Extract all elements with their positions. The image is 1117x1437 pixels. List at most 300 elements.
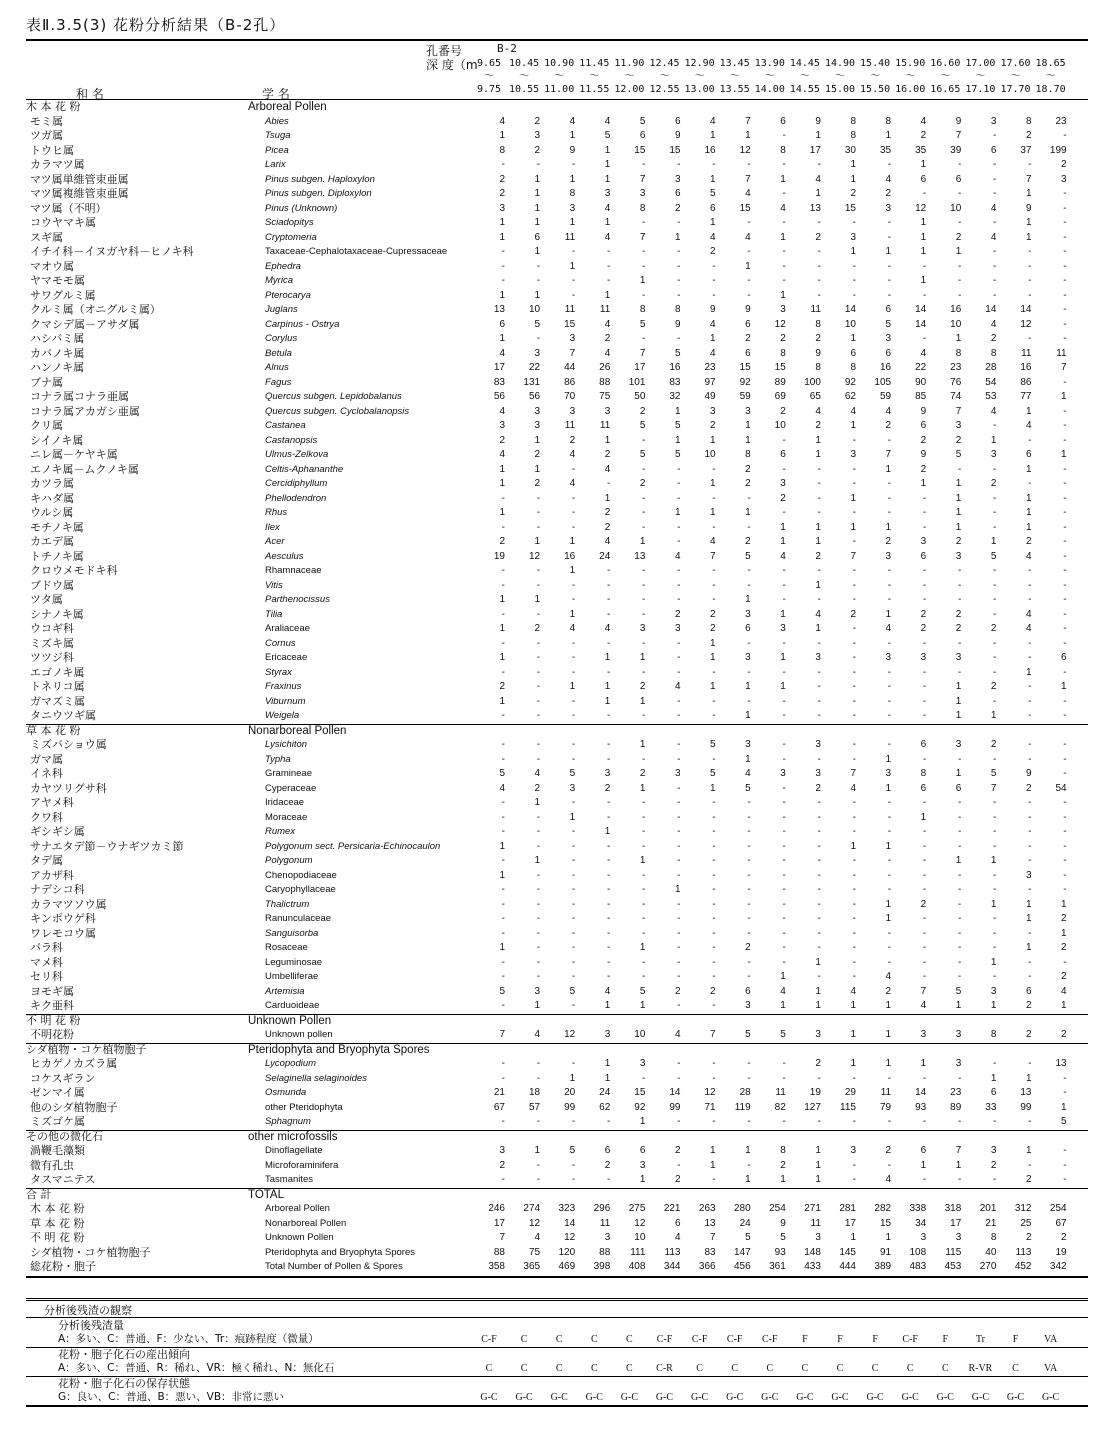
depth-bottom-5: 12.55 xyxy=(649,84,680,95)
count-cell: 1 xyxy=(710,478,716,489)
observation-value: C-F xyxy=(656,1334,673,1345)
count-cell: 2 xyxy=(885,188,892,199)
count-cell: - xyxy=(747,797,751,808)
depth-bottom-1: 10.55 xyxy=(509,84,540,95)
count-cell: - xyxy=(852,797,856,808)
count-cell: - xyxy=(1028,478,1032,489)
count-cell: 4 xyxy=(569,478,576,489)
count-cell: 1 xyxy=(534,1145,541,1156)
count-cell: 4 xyxy=(920,115,927,127)
count-cell: 2 xyxy=(1025,1000,1032,1011)
count-cell: 28 xyxy=(739,1087,751,1098)
count-cell: 8 xyxy=(990,1029,997,1040)
count-cell: - xyxy=(571,884,576,895)
count-cell: - xyxy=(922,1072,927,1084)
count-cell: - xyxy=(712,1058,716,1069)
column-header-japanese-name: 和 名 xyxy=(76,87,104,101)
table-row xyxy=(26,956,1088,971)
count-cell: - xyxy=(677,594,681,605)
count-cell: - xyxy=(993,942,997,953)
count-cell: - xyxy=(571,594,576,605)
count-cell: - xyxy=(571,971,576,982)
count-cell: - xyxy=(1063,376,1067,388)
count-cell: - xyxy=(993,811,997,823)
count-cell: 1 xyxy=(639,1174,646,1185)
japanese-name: シダ植物・コケ植物胞子 xyxy=(30,1245,151,1259)
scientific-name: Gramineae xyxy=(265,768,312,779)
count-cell: 93 xyxy=(915,1101,927,1113)
count-cell: 1 xyxy=(569,565,576,576)
count-cell: - xyxy=(606,927,611,939)
count-cell: 296 xyxy=(593,1203,611,1214)
observation-value: C-F xyxy=(726,1334,743,1345)
count-cell: - xyxy=(782,739,786,750)
count-cell: 2 xyxy=(534,782,541,794)
count-cell: 86 xyxy=(564,376,576,388)
count-cell: 4 xyxy=(604,115,611,127)
count-cell: - xyxy=(1028,956,1032,968)
count-cell: - xyxy=(712,1116,716,1127)
scientific-name: Selaginella selaginoides xyxy=(265,1072,367,1084)
count-cell: 2 xyxy=(815,333,821,344)
count-cell: - xyxy=(677,521,681,533)
count-cell: - xyxy=(747,826,751,837)
count-cell: 1 xyxy=(780,608,786,620)
count-cell: 7 xyxy=(499,1232,505,1243)
observation-legend: A：多い、C：普通、F：少ない、Tr：痕跡程度（微量） xyxy=(58,1333,319,1345)
observation-title: 分析後残渣の観察 xyxy=(44,1304,132,1317)
depth-bottom-8: 14.00 xyxy=(754,84,785,95)
observation-value: F xyxy=(872,1334,878,1345)
count-cell: - xyxy=(993,130,997,141)
count-cell: - xyxy=(852,260,856,272)
count-cell: 1 xyxy=(850,1232,856,1243)
observation-value: G-C xyxy=(690,1392,709,1403)
count-cell: 1 xyxy=(920,1159,927,1171)
count-cell: - xyxy=(677,478,681,489)
count-cell: 1 xyxy=(639,1116,646,1127)
count-cell: 14 xyxy=(915,318,927,330)
count-cell: 4 xyxy=(534,768,541,779)
count-cell: 1 xyxy=(1025,1145,1032,1156)
count-cell: - xyxy=(817,826,821,837)
table-row xyxy=(26,564,1088,579)
count-cell: 1 xyxy=(920,217,927,228)
table-row xyxy=(26,898,1088,913)
count-cell: - xyxy=(887,1072,892,1084)
observation-value: G-C xyxy=(726,1392,744,1403)
count-cell: 7 xyxy=(639,347,646,359)
count-cell: - xyxy=(747,695,751,707)
japanese-name: カバノキ属 xyxy=(30,346,85,360)
count-cell: 1 xyxy=(815,536,821,547)
count-cell: - xyxy=(536,1116,541,1127)
count-cell: - xyxy=(957,797,962,808)
count-cell: 14 xyxy=(669,1087,681,1098)
count-cell: 1 xyxy=(569,217,576,228)
count-cell: - xyxy=(712,971,716,982)
count-cell: - xyxy=(887,927,892,939)
count-cell: - xyxy=(606,710,611,721)
observation-value: C-F xyxy=(762,1334,778,1345)
observation-value: G-C xyxy=(515,1392,533,1403)
japanese-name: タニウツギ属 xyxy=(30,709,96,722)
table-row xyxy=(26,811,1088,826)
count-cell: 4 xyxy=(780,550,786,562)
count-cell: 3 xyxy=(745,1000,751,1011)
count-cell: 199 xyxy=(1049,144,1067,156)
count-cell: - xyxy=(712,565,716,576)
count-cell: 7 xyxy=(1025,173,1032,185)
count-cell: 2 xyxy=(815,550,821,562)
count-cell: - xyxy=(747,1116,751,1127)
count-cell: - xyxy=(817,942,821,953)
table-row xyxy=(26,883,1088,898)
count-cell: 1 xyxy=(990,855,997,866)
count-cell: - xyxy=(501,260,505,272)
count-cell: - xyxy=(536,898,541,910)
count-cell: - xyxy=(817,898,821,910)
count-cell: 16 xyxy=(950,304,962,315)
count-cell: 6 xyxy=(674,1217,681,1229)
count-cell: 6 xyxy=(1025,449,1032,460)
observation-value: G-C xyxy=(971,1392,989,1403)
count-cell: - xyxy=(1063,840,1067,852)
count-cell: 6 xyxy=(745,318,751,330)
depth-bottom-16: 18.70 xyxy=(1035,84,1066,95)
scientific-name: Dinoflagellate xyxy=(265,1145,323,1156)
table-row xyxy=(26,289,1088,304)
count-cell: - xyxy=(817,507,821,518)
count-cell: 67 xyxy=(493,1101,505,1113)
count-cell: - xyxy=(536,695,541,707)
count-cell: - xyxy=(677,869,681,881)
count-cell: 1 xyxy=(920,1058,927,1069)
depth-tilde-8: ～ xyxy=(764,71,775,82)
japanese-name: キンポウゲ科 xyxy=(30,912,96,925)
count-cell: 8 xyxy=(780,144,786,156)
count-cell: - xyxy=(887,1159,892,1171)
count-cell: - xyxy=(817,681,821,692)
observation-label: 花粉・胞子化石の産出傾向 xyxy=(58,1348,190,1361)
count-cell: - xyxy=(712,521,716,533)
count-cell: - xyxy=(642,434,646,446)
count-cell: 14 xyxy=(1020,304,1032,315)
count-cell: 2 xyxy=(674,608,681,620)
count-cell: 9 xyxy=(955,115,962,127)
count-cell: - xyxy=(887,855,892,866)
scientific-name: Lycopodium xyxy=(265,1058,317,1069)
count-cell: 1 xyxy=(850,1000,856,1011)
depth-bottom-10: 15.00 xyxy=(824,84,856,95)
observation-value: G-C xyxy=(796,1392,814,1403)
count-cell: 6 xyxy=(1061,652,1067,663)
count-cell: - xyxy=(817,869,821,881)
count-cell: - xyxy=(677,695,681,707)
count-cell: - xyxy=(957,260,962,272)
scientific-name: Typha xyxy=(265,753,291,765)
count-cell: - xyxy=(887,1116,892,1127)
count-cell: - xyxy=(712,695,716,707)
count-cell: 11 xyxy=(564,420,576,431)
japanese-name: ガマ属 xyxy=(30,752,63,766)
count-cell: 6 xyxy=(499,318,505,330)
count-cell: - xyxy=(957,753,962,765)
count-cell: 5 xyxy=(745,1029,751,1040)
count-cell: - xyxy=(642,579,646,591)
scientific-name: other Pteridophyta xyxy=(265,1101,343,1113)
count-cell: - xyxy=(747,884,751,895)
count-cell: - xyxy=(852,971,856,982)
count-cell: 1 xyxy=(850,492,856,504)
count-cell: 1 xyxy=(639,695,646,707)
count-cell: - xyxy=(782,811,786,823)
count-cell: 9 xyxy=(920,405,927,417)
count-cell: 54 xyxy=(985,376,997,388)
count-cell: 2 xyxy=(639,681,646,692)
count-cell: 1 xyxy=(1025,913,1032,924)
count-cell: 5 xyxy=(955,449,962,460)
count-cell: 15 xyxy=(774,362,786,373)
count-cell: 10 xyxy=(844,318,856,330)
count-cell: 19 xyxy=(809,1087,821,1098)
count-cell: 92 xyxy=(634,1101,646,1113)
count-cell: 2 xyxy=(710,246,716,257)
count-cell: - xyxy=(536,521,541,533)
count-cell: 2 xyxy=(745,942,751,953)
count-cell: 115 xyxy=(945,1246,962,1258)
depth-top-1: 10.45 xyxy=(509,58,540,69)
count-cell: 2 xyxy=(920,898,927,910)
count-cell: - xyxy=(993,1116,997,1127)
count-cell: 1 xyxy=(674,434,681,446)
count-cell: - xyxy=(677,898,681,910)
count-cell: - xyxy=(642,507,646,518)
count-cell: 2 xyxy=(569,434,576,446)
count-cell: 1 xyxy=(1025,1072,1032,1084)
count-cell: - xyxy=(501,1058,505,1069)
count-cell: - xyxy=(922,565,927,576)
count-cell: 3 xyxy=(955,739,962,750)
count-cell: 3 xyxy=(955,652,962,663)
count-cell: - xyxy=(606,753,611,765)
count-cell: 1 xyxy=(955,855,962,866)
count-cell: - xyxy=(993,666,997,678)
count-cell: - xyxy=(782,275,786,286)
count-cell: 1 xyxy=(710,637,716,649)
count-cell: - xyxy=(1063,594,1067,605)
count-cell: 1 xyxy=(499,231,505,243)
count-cell: 1 xyxy=(955,695,962,707)
count-cell: 4 xyxy=(850,985,856,997)
count-cell: - xyxy=(677,492,681,504)
count-cell: 8 xyxy=(815,318,821,330)
count-cell: 344 xyxy=(663,1261,681,1272)
count-cell: - xyxy=(1063,797,1067,808)
count-cell: 10 xyxy=(774,420,786,431)
count-cell: - xyxy=(817,695,821,707)
count-cell: - xyxy=(922,681,927,692)
count-cell: - xyxy=(887,159,892,170)
observation-value: F xyxy=(1012,1334,1019,1345)
observation-value: C xyxy=(485,1363,493,1374)
count-cell: 2 xyxy=(674,1145,681,1156)
count-cell: 4 xyxy=(710,536,716,547)
japanese-name: クワ科 xyxy=(30,810,63,824)
count-cell: - xyxy=(817,1116,821,1127)
count-cell: - xyxy=(852,913,856,924)
count-cell: - xyxy=(677,782,681,794)
count-cell: - xyxy=(1028,594,1032,605)
count-cell: - xyxy=(852,1174,856,1185)
count-cell: 1 xyxy=(710,333,716,344)
count-cell: 282 xyxy=(874,1203,892,1214)
count-cell: 5 xyxy=(639,115,646,127)
count-cell: 5 xyxy=(499,768,505,779)
observation-value: C xyxy=(871,1363,879,1374)
scientific-name: Larix xyxy=(265,159,286,170)
count-cell: - xyxy=(922,826,927,837)
count-cell: - xyxy=(1063,768,1067,779)
depth-top-7: 13.45 xyxy=(719,58,750,69)
count-cell: 8 xyxy=(955,347,962,359)
count-cell: 16 xyxy=(1020,362,1032,373)
count-cell: - xyxy=(957,913,962,924)
count-cell: - xyxy=(817,927,821,939)
count-cell: 453 xyxy=(944,1261,962,1272)
count-cell: - xyxy=(852,579,856,591)
count-cell: - xyxy=(852,681,856,692)
count-cell: 3 xyxy=(639,1058,646,1069)
count-cell: - xyxy=(1028,753,1032,765)
count-cell: - xyxy=(922,260,927,272)
count-cell: - xyxy=(747,1058,751,1069)
count-cell: 40 xyxy=(985,1246,997,1258)
count-cell: 69 xyxy=(774,391,786,402)
count-cell: - xyxy=(606,855,611,866)
count-cell: 2 xyxy=(990,333,997,344)
count-cell: 4 xyxy=(604,536,611,547)
count-cell: 8 xyxy=(639,304,646,315)
count-cell: - xyxy=(1063,869,1067,881)
count-cell: - xyxy=(852,434,856,446)
scientific-name: Sciadopitys xyxy=(265,217,314,228)
japanese-name: ナデシコ科 xyxy=(30,883,85,896)
count-cell: 15 xyxy=(564,318,576,330)
observation-value: C xyxy=(836,1363,844,1374)
count-cell: - xyxy=(852,594,856,605)
count-cell: 323 xyxy=(558,1203,576,1214)
count-cell: - xyxy=(993,217,997,228)
count-cell: 3 xyxy=(920,1232,927,1243)
count-cell: 3 xyxy=(885,333,892,344)
count-cell: - xyxy=(957,811,962,823)
count-cell: 1 xyxy=(639,652,646,663)
count-cell: 11 xyxy=(599,420,611,431)
count-cell: - xyxy=(677,942,681,953)
count-cell: 22 xyxy=(528,362,541,373)
count-cell: 2 xyxy=(604,521,611,533)
count-cell: 6 xyxy=(780,449,786,460)
count-cell: 7 xyxy=(569,347,576,359)
scientific-name: Rhus xyxy=(265,507,288,518)
count-cell: 2 xyxy=(920,130,927,141)
count-cell: - xyxy=(642,521,646,533)
section-header-row xyxy=(26,1014,1088,1029)
count-cell: 2 xyxy=(920,434,927,446)
observation-value: VA xyxy=(1044,1363,1058,1374)
scientific-name: Pinus (Unknown) xyxy=(265,202,338,214)
japanese-name: カラマツ属 xyxy=(30,158,85,171)
count-cell: - xyxy=(782,565,786,576)
count-cell: 4 xyxy=(850,405,856,417)
count-cell: 2 xyxy=(639,768,646,779)
count-cell: 3 xyxy=(780,478,786,489)
count-cell: - xyxy=(536,1072,541,1084)
count-cell: - xyxy=(1063,434,1067,446)
table-row xyxy=(26,144,1088,159)
count-cell: 17 xyxy=(634,362,646,373)
scientific-name: Styrax xyxy=(265,666,292,678)
count-cell: - xyxy=(677,289,681,301)
table-row xyxy=(26,1115,1088,1130)
count-cell: - xyxy=(571,637,576,649)
count-cell: 1 xyxy=(569,536,576,547)
count-cell: - xyxy=(957,159,962,170)
count-cell: 70 xyxy=(564,391,576,402)
count-cell: 5 xyxy=(674,449,681,460)
count-cell: - xyxy=(817,1072,821,1084)
count-cell: 4 xyxy=(710,231,716,243)
count-cell: 3 xyxy=(850,231,856,243)
count-cell: 15 xyxy=(634,144,646,156)
scientific-name: Castanopsis xyxy=(265,434,318,446)
count-cell: - xyxy=(1063,811,1067,823)
count-cell: 1 xyxy=(745,681,751,692)
count-cell: - xyxy=(852,217,856,228)
observation-value: G-C xyxy=(831,1392,849,1403)
observation-value: G-C xyxy=(1006,1392,1025,1403)
count-cell: 3 xyxy=(745,405,751,417)
count-cell: - xyxy=(501,1000,505,1011)
section-header-row xyxy=(26,100,1088,115)
count-cell: 11 xyxy=(599,304,611,315)
count-cell: 2 xyxy=(604,782,611,794)
count-cell: 2 xyxy=(780,492,786,504)
count-cell: 1 xyxy=(1061,1101,1067,1113)
count-cell: 23 xyxy=(704,362,716,373)
table-row xyxy=(26,535,1088,550)
count-cell: - xyxy=(852,275,856,286)
count-cell: - xyxy=(501,855,505,866)
count-cell: 26 xyxy=(599,362,611,373)
scientific-name: Moraceae xyxy=(265,811,308,823)
count-cell: 1 xyxy=(815,985,821,997)
count-cell: - xyxy=(642,289,646,301)
scientific-name: Taxaceae-Cephalotaxaceae-Cupressaceae xyxy=(265,246,448,257)
count-cell: 2 xyxy=(604,507,611,518)
count-cell: 6 xyxy=(745,985,751,997)
count-cell: - xyxy=(782,913,786,924)
depth-top-13: 16.60 xyxy=(930,58,961,69)
count-cell: - xyxy=(501,275,505,286)
count-cell: 120 xyxy=(558,1246,576,1258)
count-cell: - xyxy=(642,492,646,504)
count-cell: - xyxy=(922,710,927,721)
observation-value: G-C xyxy=(936,1392,954,1403)
count-cell: - xyxy=(571,869,576,881)
count-cell: 6 xyxy=(920,739,927,750)
